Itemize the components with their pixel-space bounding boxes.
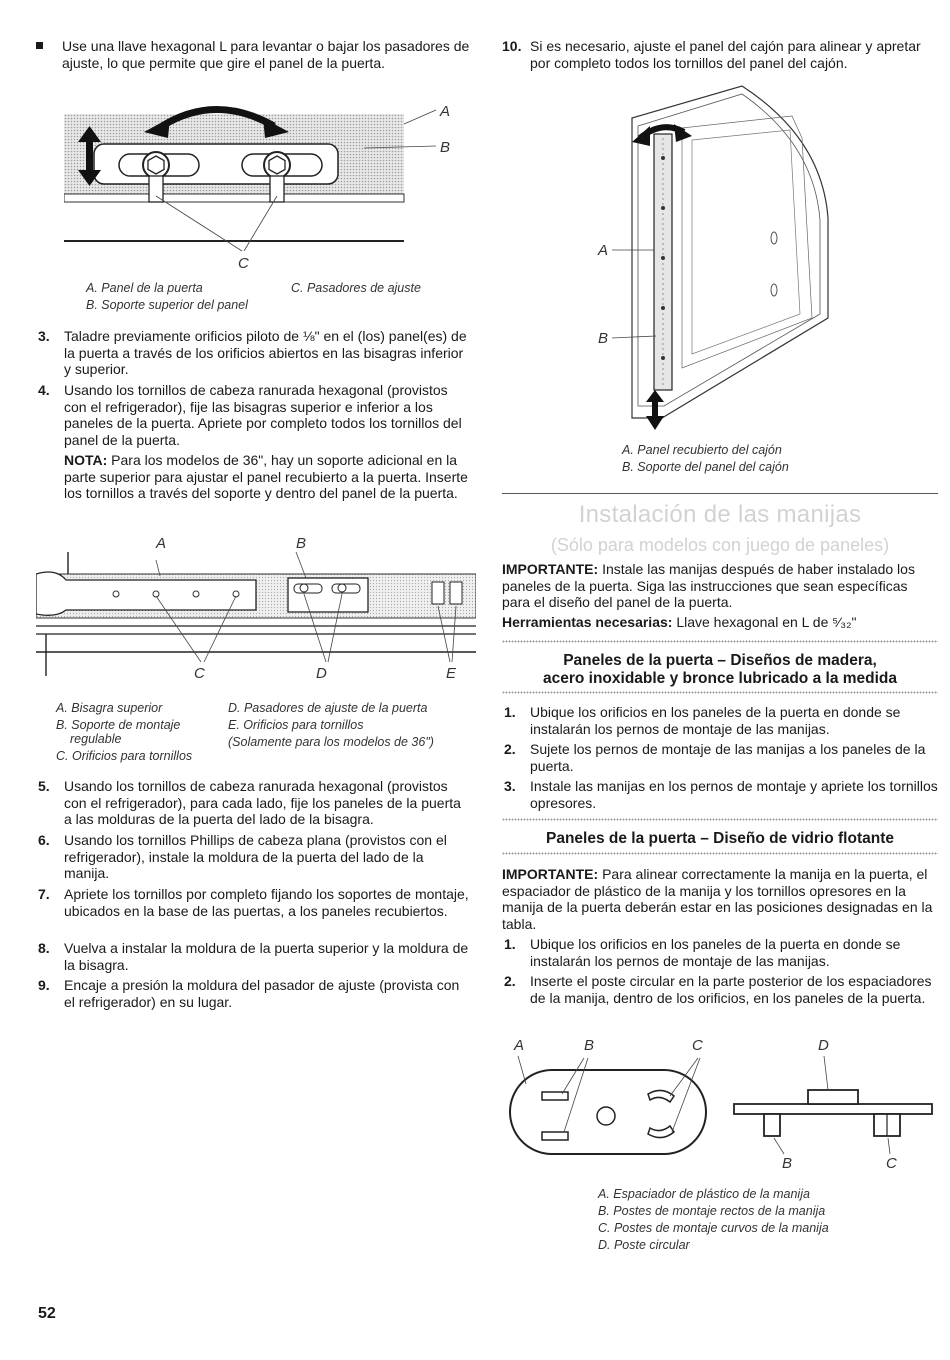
caption-c: C. Orificios para tornillos [56,749,193,763]
caption-b: B. Soporte de montaje [56,718,181,732]
circular-post-icon [597,1107,615,1125]
importante-paragraph: IMPORTANTE: Instale las manijas después de haber instalado los paneles de la puerta. Siga las instrucciones que sean específicas para el diseño del panel de la puerta. [502,561,915,610]
dotted-rule [502,640,938,643]
label-e: E [446,665,457,682]
label-a: A [156,535,167,552]
page-number: 52 [38,1305,56,1322]
section-subtitle: (Sólo para modelos con juego de paneles) [550,535,890,555]
dotted-rule [502,852,938,855]
caption-d: D. Poste circular [598,1238,690,1252]
importante-paragraph: IMPORTANTE: Para alinear correctamente la manija en la puerta, el espaciador de plástico de la manija y los tornillos opresores en la manija de la puerta deberán estar en las posiciones designadas en la tabla. [502,866,933,932]
caption-b: B. Postes de montaje rectos de la manija [598,1204,826,1218]
label-a: A [598,242,609,259]
dotted-rule [502,818,938,821]
label-b: B [584,1037,595,1054]
straight-post-icon [542,1132,568,1140]
tools-paragraph: Herramientas necesarias: Llave hexagonal en L de ⁵⁄₃₂" [502,614,857,630]
caption-e-cont: (Solamente para los modelos de 36") [228,735,434,749]
label-c: C [238,255,249,272]
label-b: B [782,1155,793,1172]
mounting-bracket [288,578,368,612]
section-title: Instalación de las manijas [578,501,862,528]
straight-post-icon [542,1092,568,1100]
label-c: C [692,1037,703,1054]
caption-a: A. Espaciador de plástico de la manija [598,1187,810,1201]
subsection-title: Paneles de la puerta – Diseños de madera, acero inoxidable y bronce lubricado a la medida [542,652,898,687]
caption-a: A. Bisagra superior [56,701,163,715]
door-panel-adjust-figure [64,96,454,276]
dotted-rule [502,691,938,694]
bullet-item [62,38,474,71]
caption-c: C. Pasadores de ajuste [291,281,421,295]
label-b: B [440,139,451,156]
circular-post-side [808,1090,858,1104]
label-b: B [296,535,307,552]
divider [502,493,938,494]
drawer-panel-bracket [654,134,672,390]
caption-c: C. Postes de montaje curvos de la manija [598,1221,829,1235]
caption-b: B. Soporte superior del panel [86,298,248,312]
note-paragraph: NOTA: Para los modelos de 36", hay un soporte adicional en la parte superior para ajustar el panel recubierto a la puerta. Inserte los tornillos a través del soporte y dentro del panel de la puerta. [64,452,468,501]
handle-spacer-figure [502,1034,938,1174]
drawer-panel-figure [592,78,852,438]
label-a: A [440,103,451,120]
square-bullet-icon [36,42,43,49]
label-c: C [194,665,205,682]
caption-a: A. Panel de la puerta [86,281,203,295]
caption-d: D. Pasadores de ajuste de la puerta [228,701,428,715]
bullet-text: Use una llave hexagonal L para levantar o bajar los pasadores de ajuste, lo que permite que gire el panel de la puerta. [62,38,470,71]
label-a: A [514,1037,525,1054]
up-down-arrow-icon [86,138,93,174]
subsection-title: Paneles de la puerta – Diseño de vidrio flotante [546,830,894,847]
label-b: B [598,330,609,347]
label-c: C [886,1155,897,1172]
label-d: D [818,1037,829,1054]
caption-b-cont: regulable [70,732,122,746]
label-d: D [316,665,327,682]
caption-a: A. Panel recubierto del cajón [622,443,782,457]
spacer-side-view [734,1104,932,1114]
hinge-bracket-figure [36,534,476,686]
caption-e: E. Orificios para tornillos [228,718,364,732]
caption-b: B. Soporte del panel del cajón [622,460,789,474]
